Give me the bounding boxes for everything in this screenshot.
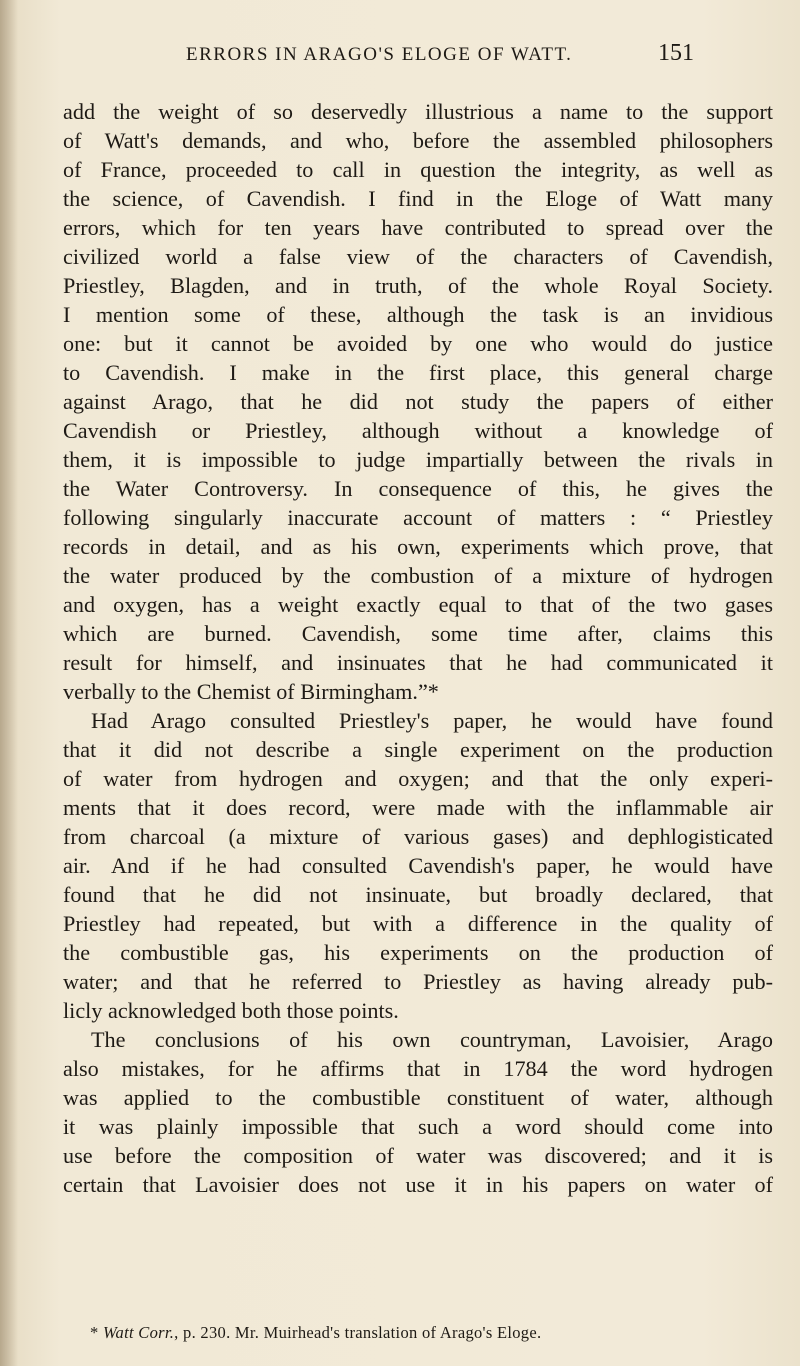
text-line: the water produced by the combustion of a mixture of hydrogen — [63, 563, 773, 588]
text-line: of Watt's demands, and who, before the assembled philosophers — [63, 128, 773, 153]
text-line: it was plainly impossible that such a word should come into — [63, 1114, 773, 1139]
text-line: from charcoal (a mixture of various gases) and dephlogisticated — [63, 824, 773, 849]
text-line: that it did not describe a single experiment on the production — [63, 737, 773, 762]
text-line: air. And if he had consulted Cavendish's paper, he would have — [63, 853, 773, 878]
text-line: of France, proceeded to call in question the integrity, as well as — [63, 157, 773, 182]
text-line: certain that Lavoisier does not use it in his papers on water of — [63, 1172, 773, 1197]
text-line: the combustible gas, his experiments on the production of — [63, 940, 773, 965]
text-line: errors, which for ten years have contributed to spread over the — [63, 215, 773, 240]
text-line: water; and that he referred to Priestley as having already pub- — [63, 969, 773, 994]
footnote — [90, 1322, 770, 1344]
text-line: one: but it cannot be avoided by one who would do justice — [63, 331, 773, 356]
text-line: found that he did not insinuate, but broadly declared, that — [63, 882, 773, 907]
text-line: of water from hydrogen and oxygen; and that the only experi- — [63, 766, 773, 791]
text-line: Had Arago consulted Priestley's paper, he would have found — [91, 708, 773, 733]
text-line: which are burned. Cavendish, some time after, claims this — [63, 621, 773, 646]
text-line: Cavendish or Priestley, although without a knowledge of — [63, 418, 773, 443]
text-line: to Cavendish. I make in the first place, this general charge — [63, 360, 773, 385]
text-line: ments that it does record, were made with the inflammable air — [63, 795, 773, 820]
text-line: them, it is impossible to judge impartially between the rivals in — [63, 447, 773, 472]
text-line: I mention some of these, although the task is an invidious — [63, 302, 773, 327]
text-line: against Arago, that he did not study the papers of either — [63, 389, 773, 414]
text-line: Priestley, Blagden, and in truth, of the whole Royal Society. — [63, 273, 773, 298]
footnote-text: , p. 230. Mr. Muirhead's translation of Arago's Eloge. — [174, 1323, 542, 1342]
text-line: The conclusions of his own countryman, Lavoisier, Arago — [91, 1027, 773, 1052]
gutter-shadow — [0, 0, 18, 1366]
text-line: the science, of Cavendish. I find in the Eloge of Watt many — [63, 186, 773, 211]
footnote-marker: * — [90, 1323, 99, 1342]
text-line: result for himself, and insinuates that he had communicated it — [63, 650, 773, 675]
text-line: civilized world a false view of the characters of Cavendish, — [63, 244, 773, 269]
text-line: Priestley had repeated, but with a difference in the quality of — [63, 911, 773, 936]
text-line: use before the composition of water was discovered; and it is — [63, 1143, 773, 1168]
footnote-source: Watt Corr. — [103, 1323, 175, 1342]
text-line: was applied to the combustible constituent of water, although — [63, 1085, 773, 1110]
text-line: licly acknowledged both those points. — [63, 998, 399, 1023]
text-line: verbally to the Chemist of Birmingham.”* — [63, 679, 439, 704]
text-line: and oxygen, has a weight exactly equal to that of the two gases — [63, 592, 773, 617]
running-head: ERRORS IN ARAGO'S ELOGE OF WATT. — [186, 44, 573, 65]
text-line: records in detail, and as his own, experiments which prove, that — [63, 534, 773, 559]
text-line: add the weight of so deservedly illustrious a name to the support — [63, 99, 773, 124]
body-text — [63, 97, 773, 1199]
text-line: the Water Controversy. In consequence of this, he gives the — [63, 476, 773, 501]
text-line: also mistakes, for he affirms that in 1784 the word hydrogen — [63, 1056, 773, 1081]
text-line: following singularly inaccurate account of matters : “ Priestley — [63, 505, 773, 530]
page-number: 151 — [658, 40, 694, 66]
